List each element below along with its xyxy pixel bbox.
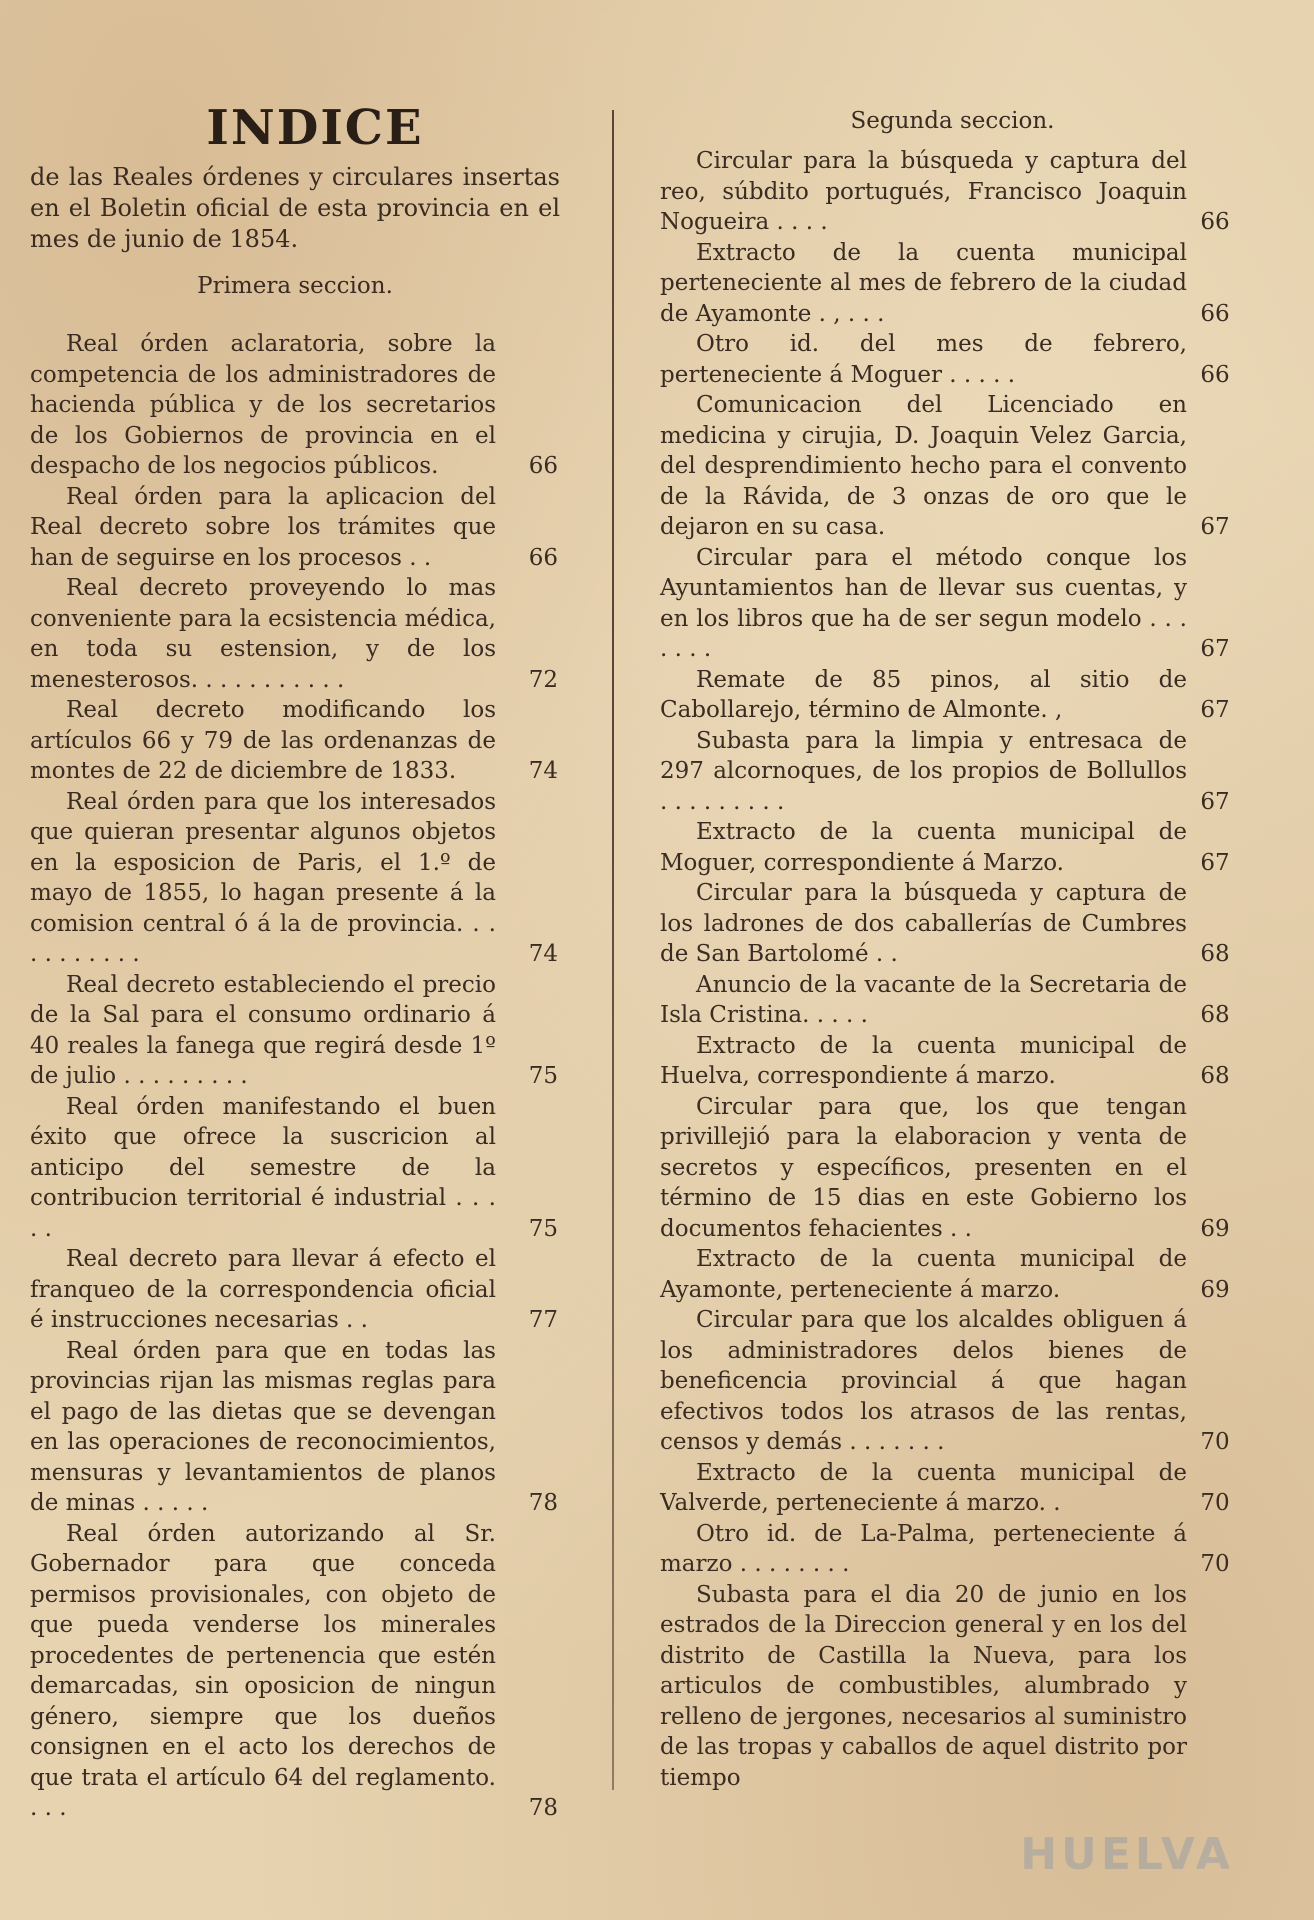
index-entry	[30, 1519, 560, 1824]
index-entry-text: Real decreto estableciendo el precio de la Sal para el consumo ordinario á 40 reales la fanega que regirá desde 1º de julio . . . . . . . . .	[30, 971, 496, 1089]
index-entry-page-number: 66	[1200, 300, 1230, 327]
index-entry-text: Subasta para la limpia y entresaca de 297 alcornoques, de los propios de Bollullos . . . . . . . . .	[660, 727, 1187, 815]
index-entry-text: Real órden manifestando el buen éxito que ofrece la suscricion al anticipo del semestre de la contribucion territorial é industrial . . . . .	[30, 1093, 496, 1242]
index-entry-text: Real decreto proveyendo lo mas conveniente para la ecsistencia médica, en toda su estension, y de los menesterosos. . . . . . . . . . .	[30, 575, 496, 693]
index-entry-page-number: 68	[1200, 1002, 1230, 1028]
index-entry-text: Circular para que los alcaldes obliguen á los administradores delos bienes de beneficencia provincial á que hagan efectivos todos los atrasos de las rentas, censos y demás . . . . . . .	[660, 1307, 1187, 1455]
archive-watermark-logo	[1020, 1829, 1234, 1880]
index-entry	[30, 329, 560, 482]
index-entry	[660, 390, 1245, 543]
index-entry-page-number: 69	[1200, 1276, 1230, 1303]
index-entry-text: Real decreto modificando los artículos 66 y 79 de las ordenanzas de montes de 22 de diciembre de 1833.	[30, 697, 496, 784]
index-entry-text: Subasta para el dia 20 de junio en los estrados de la Direccion general y en los del distrito de Castilla la Nueva, para los articulos de combustibles, alumbrado y relleno de jergones, necesarios al suministro de las tropas y caballos de aquel distrito por tiempo	[660, 1581, 1187, 1791]
index-entry-text: Extracto de la cuenta municipal de Moguer, correspondiente á Marzo.	[660, 819, 1187, 876]
index-entry	[660, 878, 1245, 970]
index-entry	[660, 1092, 1245, 1245]
index-entry	[660, 146, 1245, 238]
index-entry-text: Extracto de la cuenta municipal perteneciente al mes de febrero de la ciudad de Ayamonte . , . . .	[660, 239, 1187, 327]
index-entry-page-number: 67	[1200, 788, 1230, 815]
index-subtitle: de las Reales órdenes y circulares insertas en el Boletin oficial de esta provincia en el mes de junio de 1854.	[30, 163, 560, 253]
index-entry-text: Real órden para la aplicacion del Real decreto sobre los trámites que han de seguirse en los procesos . .	[30, 483, 496, 571]
index-entry-text: Circular para que, los que tengan privillejió para la elaboracion y venta de secretos y específicos, presenten en el término de 15 dias en este Gobierno los documentos fehacientes . .	[660, 1093, 1187, 1242]
index-entry-page-number: 68	[1200, 1063, 1230, 1089]
index-entry-page-number: 70	[1200, 1551, 1230, 1577]
index-entry-page-number: 75	[528, 1063, 558, 1089]
index-entry	[30, 1244, 560, 1336]
index-entry-page-number: 70	[1200, 1429, 1230, 1455]
index-entry	[660, 1519, 1245, 1580]
index-entry	[660, 1244, 1245, 1305]
index-entry-page-number: 75	[528, 1215, 558, 1242]
index-entry	[660, 665, 1245, 726]
index-entry-page-number: 78	[528, 1490, 558, 1516]
index-entry-page-number: 78	[528, 1795, 558, 1821]
index-entry-text: Circular para el método conque los Ayuntamientos han de llevar sus cuentas, y en los libros que ha de ser segun modelo . . . . . . .	[660, 544, 1187, 662]
section-heading-segunda: Segunda seccion.	[850, 108, 1055, 134]
index-entry-text: Circular para la búsqueda y captura de los ladrones de dos caballerías de Cumbres de San Bartolomé . .	[660, 880, 1187, 967]
index-entry	[660, 238, 1245, 330]
section-heading-primera: Primera seccion.	[197, 273, 393, 299]
index-entry	[30, 1336, 560, 1519]
index-entry-page-number: 66	[528, 453, 558, 479]
index-entry	[660, 970, 1245, 1031]
watermark-text: HUELVA	[1020, 1829, 1234, 1880]
index-entry	[660, 1580, 1245, 1794]
index-entry	[30, 970, 560, 1092]
index-entry	[660, 817, 1245, 878]
index-entry	[30, 482, 560, 574]
index-entry	[660, 1458, 1245, 1519]
index-entry-page-number: 77	[528, 1307, 558, 1333]
index-entry-page-number: 66	[528, 544, 558, 571]
index-entry	[30, 573, 560, 695]
index-entry-text: Circular para la búsqueda y captura del reo, súbdito portugués, Francisco Joaquin Nogueira . . . .	[660, 148, 1187, 235]
left-entry-list	[30, 329, 560, 1824]
index-entry	[660, 329, 1245, 390]
index-entry	[30, 787, 560, 970]
index-entry	[660, 543, 1245, 665]
index-entry-text: Real órden aclaratoria, sobre la competencia de los administradores de hacienda pública y de los secretarios de los Gobiernos de provincia en el despacho de los negocios públicos.	[30, 331, 496, 479]
index-entry-text: Remate de 85 pinos, al sitio de Cabollarejo, término de Almonte. ,	[660, 666, 1187, 723]
index-entry-text: Extracto de la cuenta municipal de Huelva, correspondiente á marzo.	[660, 1032, 1187, 1089]
index-entry-text: Real órden para que los interesados que quieran presentar algunos objetos en la esposicion de Paris, el 1.º de mayo de 1855, lo hagan presente á la comision central ó á la de provincia. . . . . . . . . . .	[30, 788, 496, 967]
column-divider	[612, 110, 614, 1790]
index-entry-text: Real órden para que en todas las provincias rijan las mismas reglas para el pago de las dietas que se devengan en las operaciones de reconocimientos, mensuras y levantamientos de planos de minas . . . . .	[30, 1337, 496, 1516]
index-entry-text: Real órden autorizando al Sr. Gobernador para que conceda permisos provisionales, con objeto de que pueda venderse los minerales procedentes de pertenencia que estén demarcadas, sin oposicion de ningun género, siempre que los dueños consignen en el acto los derechos de que trata el artículo 64 del reglamento. . . .	[30, 1520, 496, 1821]
index-entry-page-number: 67	[1200, 636, 1230, 662]
index-title: INDICE	[206, 100, 424, 156]
index-entry-text: Extracto de la cuenta municipal de Ayamonte, perteneciente á marzo.	[660, 1246, 1187, 1303]
index-entry-page-number: 67	[1200, 697, 1230, 723]
index-entry-page-number: 67	[1200, 849, 1230, 876]
index-entry-text: Real decreto para llevar á efecto el franqueo de la correspondencia oficial é instrucciones necesarias . .	[30, 1246, 496, 1333]
index-entry-text: Otro id. de La-Palma, perteneciente á marzo . . . . . . . .	[660, 1520, 1187, 1577]
index-entry	[660, 726, 1245, 818]
index-entry	[30, 1092, 560, 1245]
index-entry-page-number: 66	[1200, 209, 1230, 235]
right-column	[660, 108, 1245, 1793]
index-entry	[30, 695, 560, 787]
index-entry-page-number: 66	[1200, 361, 1230, 388]
right-entry-list	[660, 146, 1245, 1793]
index-entry-text: Extracto de la cuenta municipal de Valverde, perteneciente á marzo. .	[660, 1459, 1187, 1516]
index-entry-page-number: 67	[1200, 514, 1230, 540]
index-entry-page-number: 74	[528, 758, 558, 784]
index-entry-page-number: 70	[1200, 1490, 1230, 1516]
index-entry-page-number: 69	[1200, 1215, 1230, 1242]
index-entry-text: Anuncio de la vacante de la Secretaria de Isla Cristina. . . . .	[660, 971, 1187, 1028]
index-entry-text: Comunicacion del Licenciado en medicina y cirujia, D. Joaquin Velez Garcia, del desprendimiento hecho para el convento de la Rávida, de 3 onzas de oro que le dejaron en su casa.	[660, 392, 1187, 540]
index-entry-page-number: 74	[528, 941, 558, 967]
index-entry-text: Otro id. del mes de febrero, perteneciente á Moguer . . . . .	[660, 331, 1187, 388]
index-entry	[660, 1031, 1245, 1092]
index-entry	[660, 1305, 1245, 1458]
index-entry-page-number: 72	[528, 666, 558, 693]
left-column	[30, 100, 560, 1824]
index-entry-page-number: 68	[1200, 941, 1230, 967]
